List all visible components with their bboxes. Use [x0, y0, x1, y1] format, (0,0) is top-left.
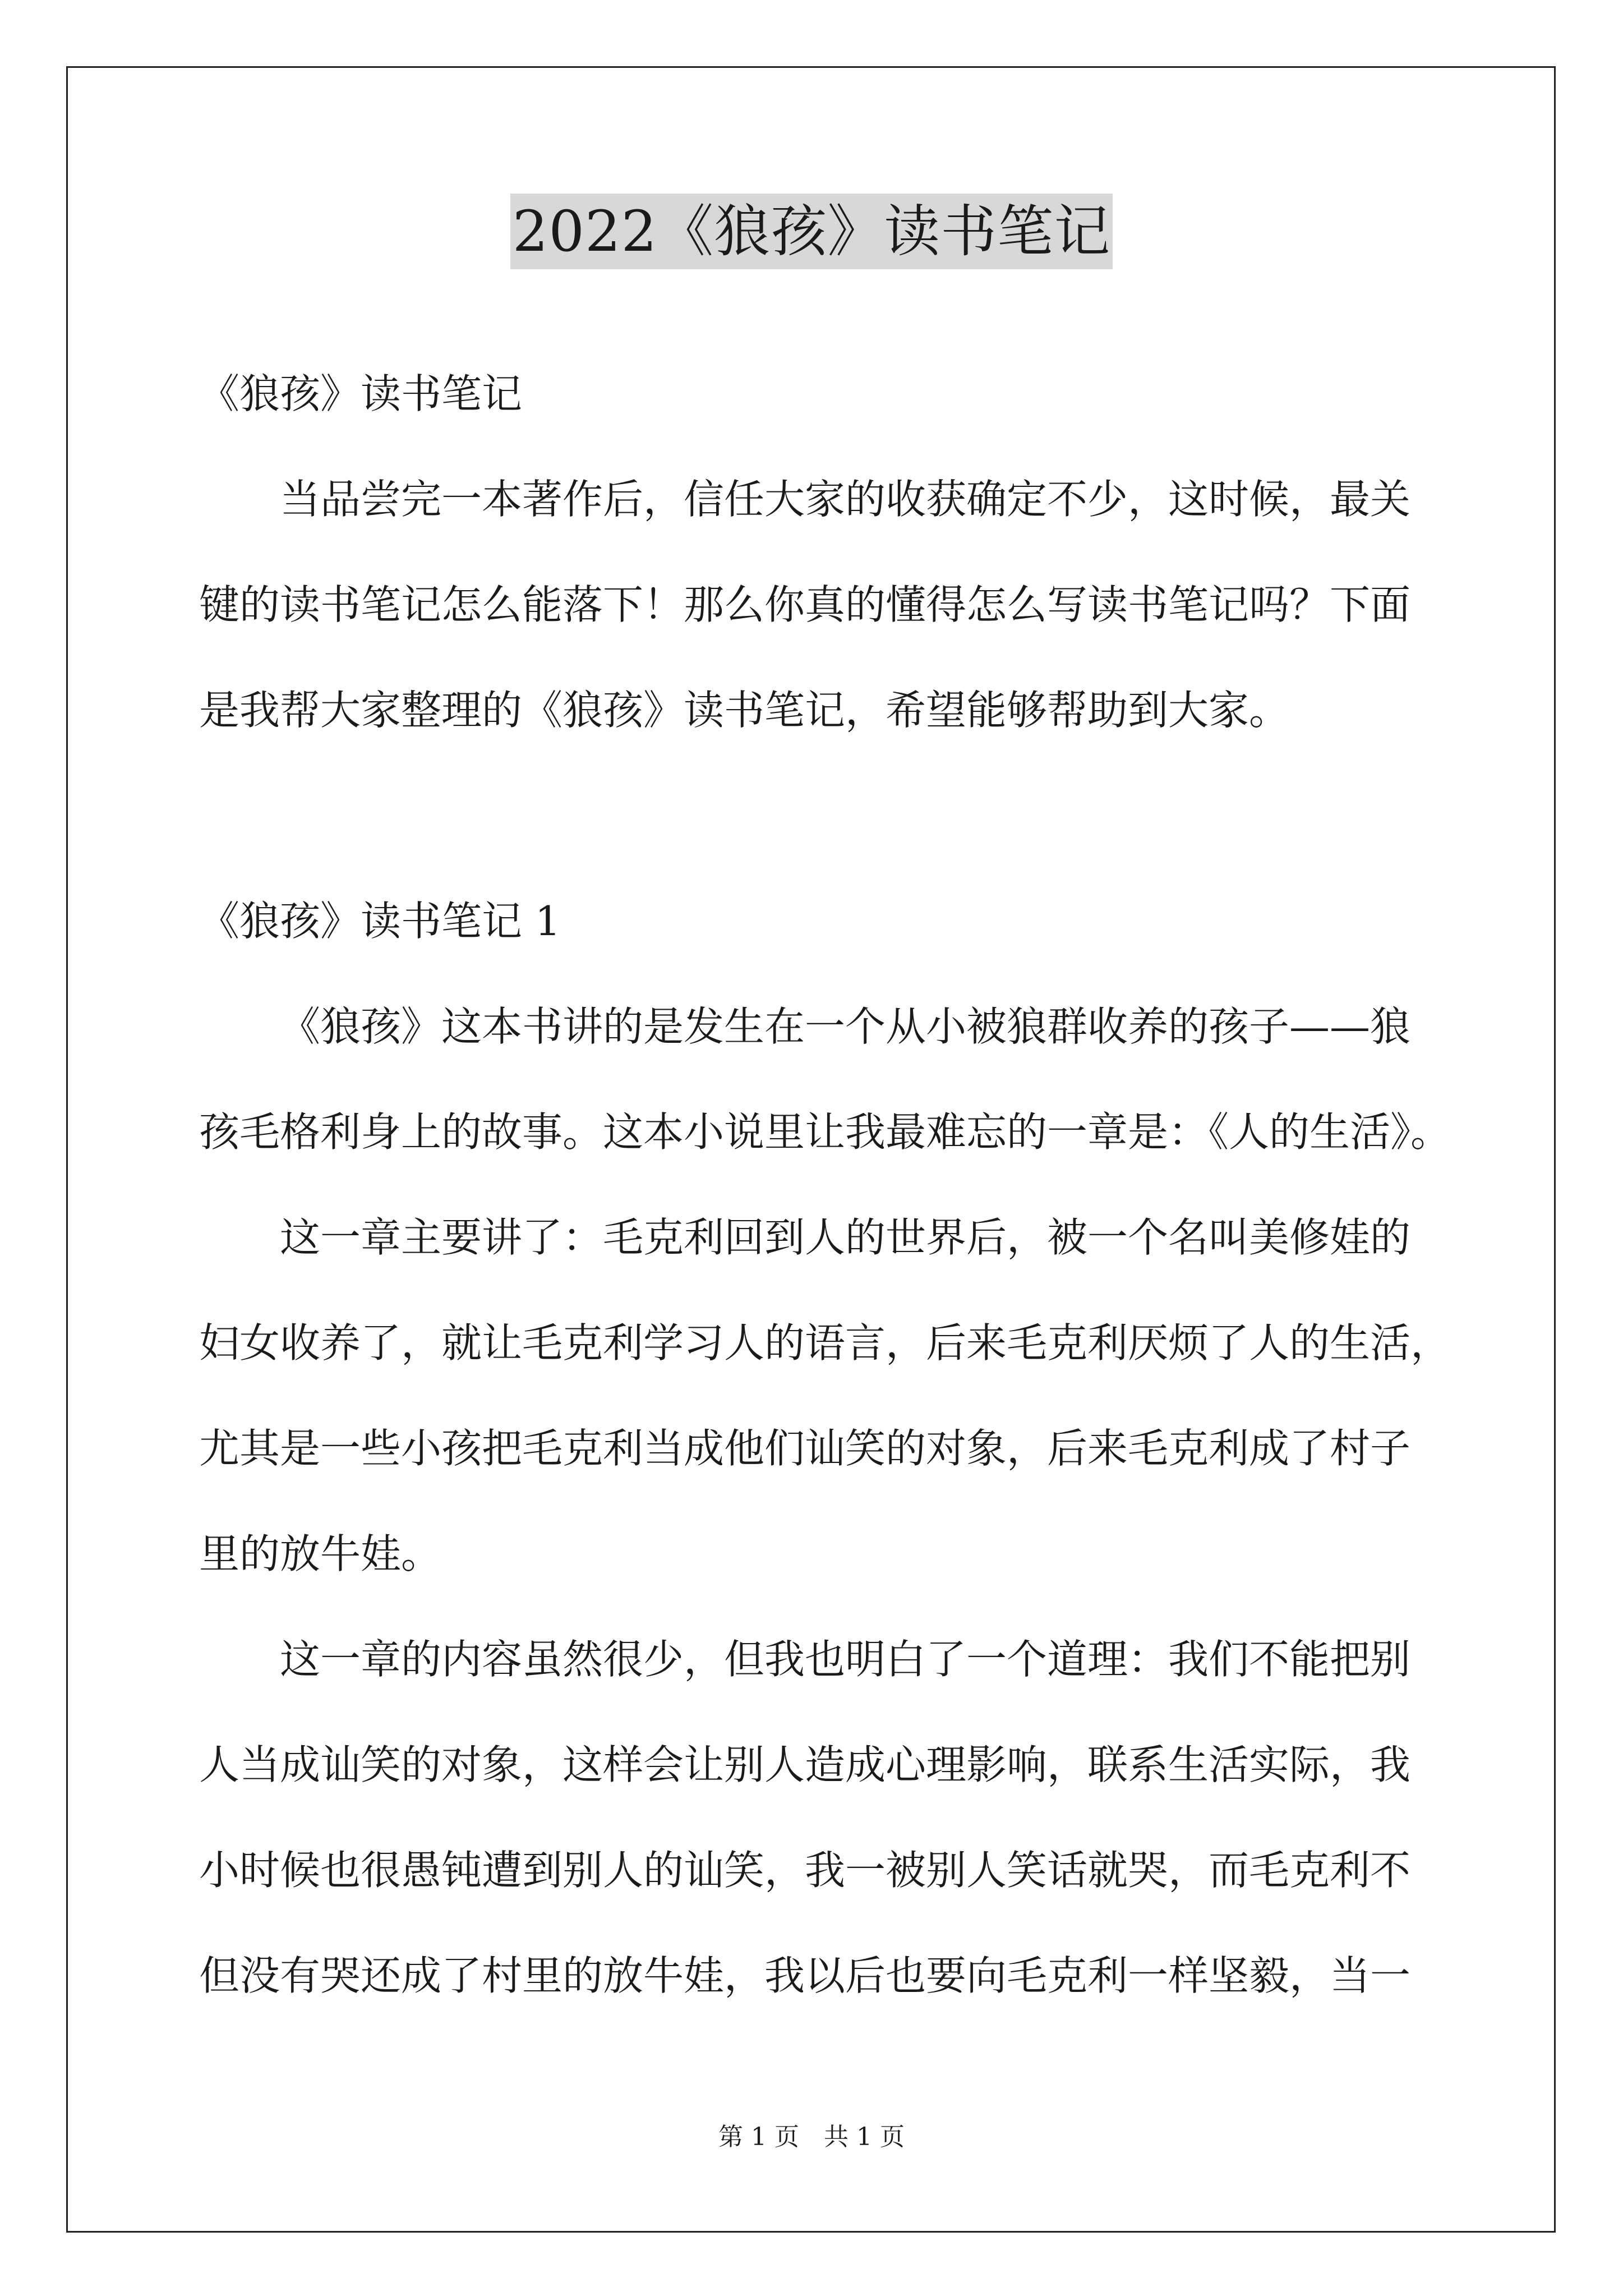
- intro-line-2: 键的读书笔记怎么能落下！那么你真的懂得怎么写读书笔记吗？下面: [199, 581, 1411, 628]
- paragraph3-line-3: 小时候也很愚钝遭到别人的讪笑，我一被别人笑话就哭，而毛克利不: [199, 1847, 1411, 1894]
- page-footer: 第 1 页 共 1 页: [718, 2123, 905, 2151]
- paragraph2-line-4: 里的放牛娃。: [199, 1530, 442, 1577]
- paragraph1-line-1: 《狼孩》这本书讲的是发生在一个从小被狼群收养的孩子——狼: [280, 1003, 1411, 1050]
- paragraph1-line-2: 孩毛格利身上的故事。这本小说里让我最难忘的一章是：《人的生活》。: [199, 1108, 1451, 1156]
- paragraph2-line-1: 这一章主要讲了：毛克利回到人的世界后，被一个名叫美修娃的: [280, 1214, 1411, 1261]
- paragraph3-line-4: 但没有哭还成了村里的放牛娃，我以后也要向毛克利一样坚毅，当一: [199, 1952, 1411, 1999]
- intro-line-3: 是我帮大家整理的《狼孩》读书笔记，希望能够帮助到大家。: [199, 687, 1290, 734]
- document-body: [199, 341, 1451, 2028]
- document-title: 2022《狼孩》读书笔记: [510, 194, 1113, 269]
- paragraph2-line-2: 妇女收养了，就让毛克利学习人的语言，后来毛克利厌烦了人的生活，: [199, 1319, 1451, 1366]
- section-heading: 《狼孩》读书笔记 1: [199, 898, 561, 945]
- paragraph2-line-3: 尤其是一些小孩把毛克利当成他们讪笑的对象，后来毛克利成了村子: [199, 1425, 1411, 1472]
- intro-line-1: 当品尝完一本著作后，信任大家的收获确定不少，这时候，最关: [280, 476, 1411, 523]
- intro-heading: 《狼孩》读书笔记: [199, 370, 523, 417]
- paragraph3-line-1: 这一章的内容虽然很少，但我也明白了一个道理：我们不能把别: [280, 1636, 1411, 1683]
- paragraph3-line-2: 人当成讪笑的对象，这样会让别人造成心理影响，联系生活实际，我: [199, 1741, 1411, 1788]
- title-container: [0, 194, 1623, 269]
- paragraph-spacer: [199, 763, 1433, 868]
